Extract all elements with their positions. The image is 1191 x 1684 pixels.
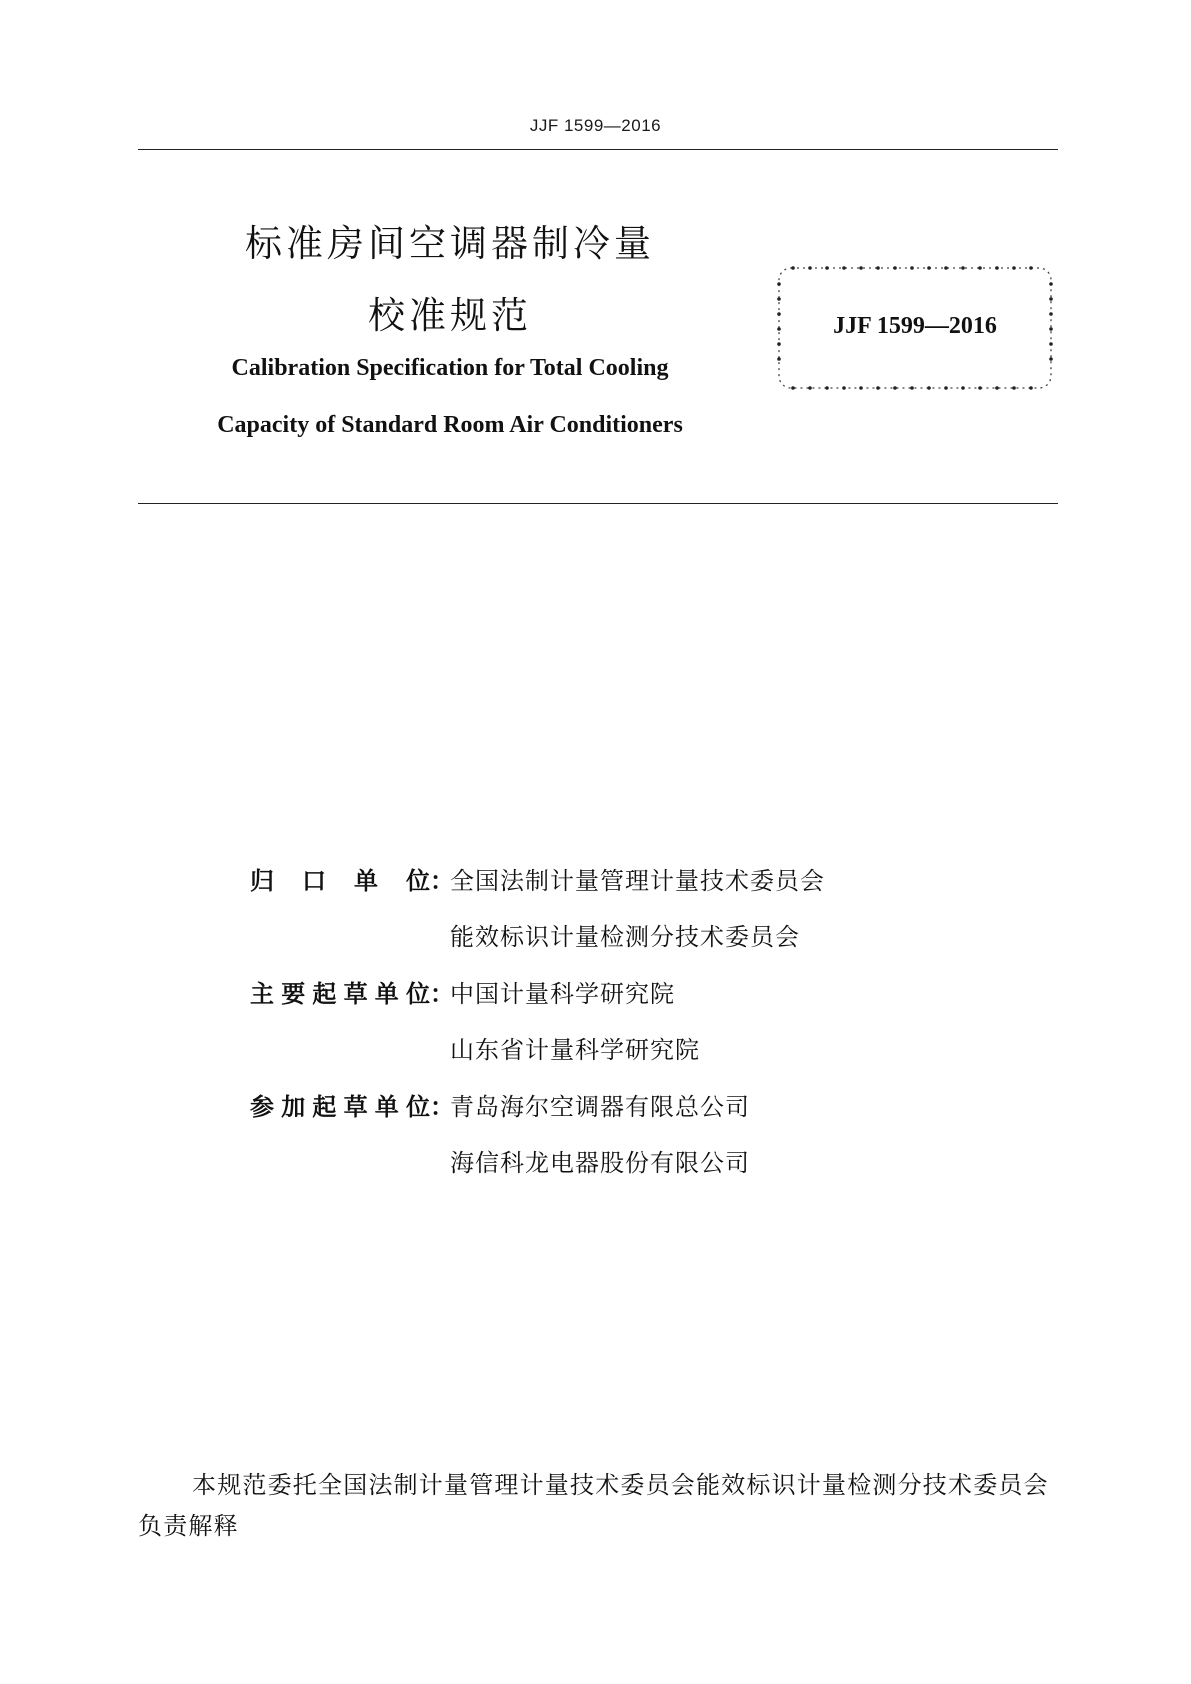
org-label: 归口单位 <box>250 866 430 895</box>
frame-ornament-dot <box>927 266 931 270</box>
frame-ornament-dot <box>1029 386 1033 390</box>
org-label: 参加起草单位 <box>250 1092 430 1121</box>
title-chinese-line-1: 标准房间空调器制冷量 <box>245 222 655 265</box>
org-row-participating-drafter <box>250 1076 1010 1133</box>
frame-ornament-dot <box>777 297 781 301</box>
top-rule <box>138 149 1058 150</box>
frame-ornament-dot <box>808 266 812 270</box>
frame-ornament-dot <box>944 266 948 270</box>
frame-ornament-dot <box>777 357 781 361</box>
title-english-line-1: Calibration Specification for Total Cooling <box>231 355 669 381</box>
org-colon: ： <box>430 866 454 895</box>
org-value: 能效标识计量检测分技术委员会 <box>450 923 800 952</box>
code-box-text: JJF 1599—2016 <box>833 313 997 339</box>
frame-ornament-dot <box>876 266 880 270</box>
frame-ornament-dot <box>961 266 965 270</box>
org-value: 全国法制计量管理计量技术委员会 <box>450 866 825 895</box>
interpretation-note: 本规范委托全国法制计量管理计量技术委员会能效标识计量检测分技术委员会负责解释 <box>138 1471 1049 1540</box>
frame-ornament-dot <box>859 266 863 270</box>
org-colon: ： <box>430 1092 454 1121</box>
frame-ornament-dot <box>859 386 863 390</box>
frame-ornament-dot <box>842 386 846 390</box>
frame-ornament-dot <box>978 386 982 390</box>
frame-ornament-dot <box>910 386 914 390</box>
org-value: 海信科龙电器股份有限公司 <box>450 1149 750 1178</box>
org-value: 山东省计量科学研究院 <box>450 1036 700 1065</box>
frame-ornament-dot <box>995 266 999 270</box>
org-row-authority-2 <box>250 907 1010 964</box>
org-colon: ： <box>430 979 454 1008</box>
frame-ornament-dot <box>876 386 880 390</box>
title-chinese-line-2: 校准规范 <box>368 294 532 337</box>
org-row-participating-drafter-2 <box>250 1133 1010 1190</box>
frame-ornament-dot <box>825 386 829 390</box>
frame-ornament-dot <box>1049 282 1053 286</box>
frame-ornament-dot <box>927 386 931 390</box>
frame-ornament-dot <box>1049 357 1053 361</box>
frame-ornament-dot <box>893 266 897 270</box>
org-value: 中国计量科学研究院 <box>450 979 675 1008</box>
frame-ornament-dot <box>910 266 914 270</box>
frame-ornament-dot <box>944 386 948 390</box>
org-label: 主要起草单位 <box>250 979 430 1008</box>
org-row-authority <box>250 850 1010 907</box>
org-row-main-drafter-2 <box>250 1020 1010 1077</box>
title-english-line-2: Capacity of Standard Room Air Conditioners <box>217 412 683 438</box>
frame-ornament-dot <box>808 386 812 390</box>
organization-list <box>250 850 1010 1189</box>
frame-ornament-dot <box>1049 297 1053 301</box>
bottom-rule <box>138 503 1058 504</box>
frame-ornament-dot <box>1049 342 1053 346</box>
frame-ornament-dot <box>1012 266 1016 270</box>
org-row-main-drafter <box>250 963 1010 1020</box>
running-header-code: JJF 1599—2016 <box>529 116 662 135</box>
frame-ornament-dot <box>961 386 965 390</box>
frame-ornament-dot <box>791 386 795 390</box>
frame-ornament-dot <box>1012 386 1016 390</box>
org-value: 青岛海尔空调器有限总公司 <box>450 1092 750 1121</box>
frame-ornament-dot <box>978 266 982 270</box>
frame-ornament-dot <box>777 342 781 346</box>
frame-ornament-dot <box>1029 266 1033 270</box>
frame-ornament-dot <box>825 266 829 270</box>
frame-ornament-dot <box>777 282 781 286</box>
frame-ornament-dot <box>995 386 999 390</box>
frame-ornament-dot <box>791 266 795 270</box>
frame-ornament-dot <box>842 266 846 270</box>
frame-ornament-dot <box>893 386 897 390</box>
